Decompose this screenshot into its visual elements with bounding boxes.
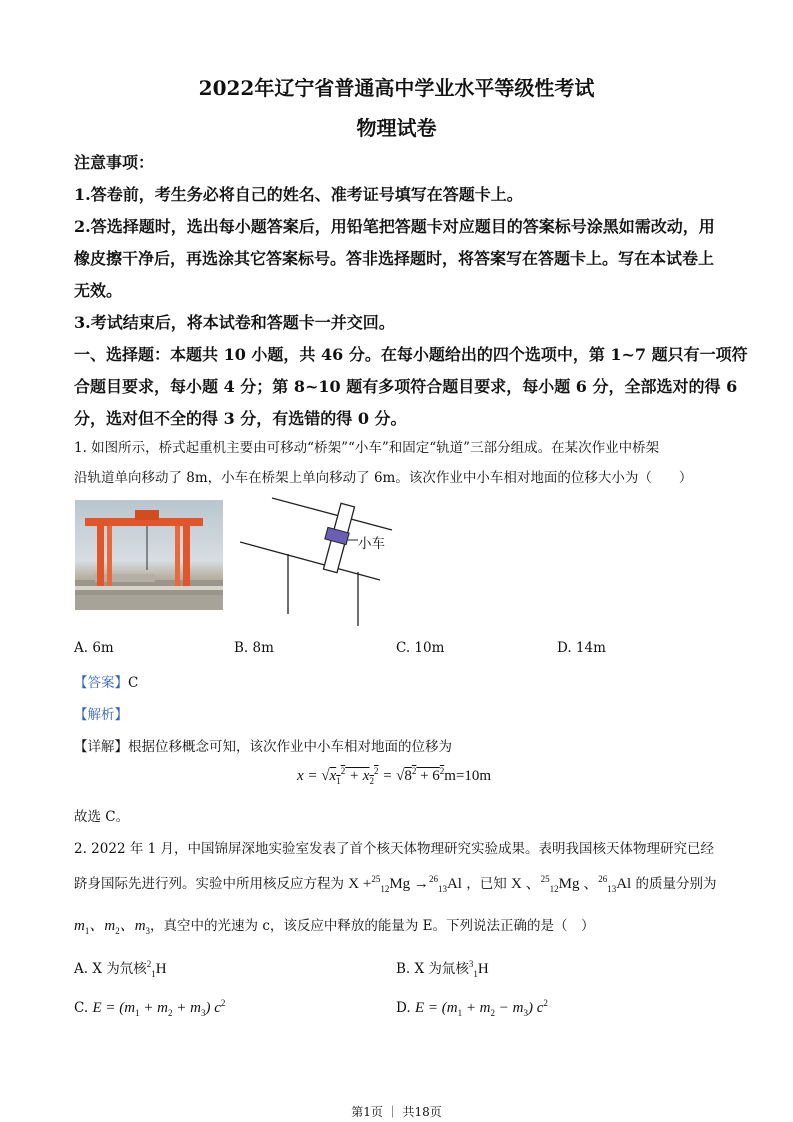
q2-species-list: X 、$^{25}_{12}$Mg 、$^{26}_{13}$Al (511, 874, 632, 894)
q2-mass-symbols: $m_1$、$m_2$、$m_3$ (74, 918, 151, 936)
section1-line-1: 一、选择题：本题共 10 小题，共 46 分。在每小题给出的四个选项中，第 1~7 题只有一项符 (74, 345, 748, 364)
q2-option-b (396, 957, 489, 979)
q1-formula: $x = √x_1^2 + x_2^2 = √8^2 + 6^2m=10m$ (297, 766, 492, 786)
formula-result: m=10m (444, 768, 492, 784)
q2-option-c-formula: $E = (m_1 + m_2 + m_3)$ $c^2$ (92, 998, 226, 1018)
q2-option-a-nuclide: $^2_1$H (146, 959, 167, 979)
notice-heading: 注意事项： (74, 153, 155, 172)
notice-item-1: 1.答卷前，考生务必将自己的姓名、准考证号填写在答题卡上。 (74, 185, 523, 204)
q2-option-d (396, 998, 548, 1018)
q1-conclusion: 故选 C。 (74, 809, 130, 825)
q2-option-b-text: B. X 为氚核 (396, 961, 469, 977)
page-footer: 第1页 ｜ 共18页 (351, 1105, 442, 1119)
q2-line-2-c: 的质量分别为 (635, 876, 717, 892)
section1-line-3: 分，选对但不全的得 3 分，有选错的得 0 分。 (74, 409, 407, 428)
q2-reaction-equation: X +$^{25}_{12}$Mg →$^{26}_{13}$Al (348, 874, 462, 894)
q1-option-c: C. 10m (396, 640, 445, 656)
section1-line-2: 合题目要求，每小题 4 分；第 8~10 题有多项符合题目要求，每小题 6 分，全部选对的得 6 (74, 377, 738, 396)
q2-line-2-b: ，已知 (466, 876, 507, 892)
q1-line-2: 沿轨道单向移动了 8m，小车在桥架上单向移动了 6m。该次作业中小车相对地面的位移大小为（ ） (74, 470, 693, 486)
q2-line-3 (74, 914, 595, 936)
answer-value: C (128, 675, 139, 691)
q2-option-b-nuclide: $^3_1$H (468, 959, 489, 979)
q1-line-1: 1. 如图所示，桥式起重机主要由可移动“桥架”“小车”和固定“轨道”三部分组成。在某次作业中桥架 (74, 440, 660, 456)
q2-option-d-formula: $E = (m_1 + m_2 - m_3)$ $c^2$ (414, 998, 548, 1018)
q2-option-a-text: A. X 为氘核 (74, 961, 147, 977)
diagram-label-trolley: 小车 (358, 536, 385, 552)
q2-option-d-label: D. (396, 1000, 411, 1016)
crane-photo-illustration (75, 500, 223, 610)
q2-line-2-a: 跻身国际先进行列。实验中所用核反应方程为 (74, 876, 344, 892)
bridge-rail-upper (272, 498, 392, 530)
q1-option-b: B. 8m (234, 640, 274, 656)
q2-line-1: 2. 2022 年 1 月，中国锦屏深地实验室发表了首个核天体物理研究实验成果。表明我国核天体物理研究已经 (74, 841, 714, 857)
answer-tag: 【答案】 (74, 675, 128, 691)
q1-option-d: D. 14m (557, 640, 606, 656)
q2-option-c-label: C. (74, 1000, 89, 1016)
crane-diagram (240, 490, 400, 630)
page-subtitle: 物理试卷 (356, 116, 437, 140)
notice-item-3: 3.考试结束后，将本试卷和答题卡一并交回。 (74, 313, 395, 332)
q2-line-3-text: ，真空中的光速为 c，该反应中释放的能量为 E。下列说法正确的是（ ） (150, 918, 595, 934)
notice-item-2-line-1: 2.答选择题时，选出每小题答案后，用铅笔把答题卡对应题目的答案标号涂黑如需改动，用 (74, 217, 715, 236)
q1-detail: 【详解】根据位移概念可知，该次作业中小车相对地面的位移为 (74, 739, 452, 755)
notice-item-2-line-2: 橡皮擦干净后，再选涂其它答案标号。答非选择题时，将答案写在答题卡上。写在本试卷上 (74, 249, 715, 268)
q1-option-a: A. 6m (74, 640, 114, 656)
q1-answer (74, 671, 138, 691)
q1-analysis-tag: 【解析】 (74, 707, 128, 723)
crane-photo (75, 500, 223, 610)
notice-item-2-line-3: 无效。 (74, 281, 123, 300)
q2-option-a (74, 957, 167, 979)
q2-option-c (74, 998, 225, 1018)
page-title: 2022年辽宁省普通高中学业水平等级性考试 (198, 76, 595, 100)
q2-line-2 (74, 872, 717, 894)
